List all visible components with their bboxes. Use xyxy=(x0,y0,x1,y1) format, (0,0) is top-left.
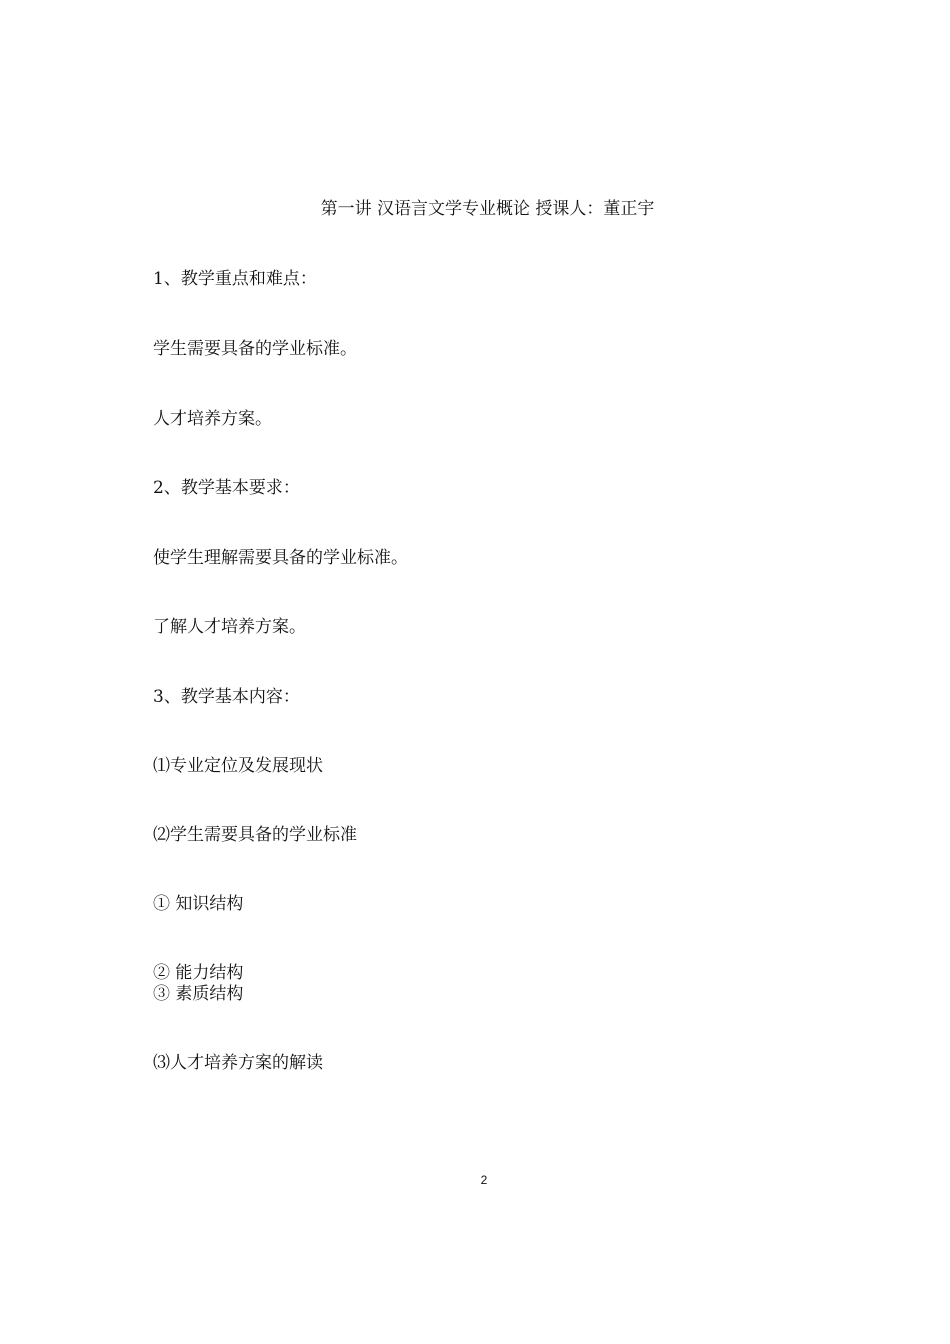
section-heading-3: 3、教学基本内容： xyxy=(153,687,300,707)
section-heading-2: 2、教学基本要求： xyxy=(153,478,300,498)
paragraph-line: 使学生理解需要具备的学业标准。 xyxy=(153,548,408,568)
lecture-title: 第一讲 汉语言文学专业概论 授课人：董正宇 xyxy=(320,199,655,219)
paragraph-line: 学生需要具备的学业标准。 xyxy=(153,339,357,359)
list-item: ⑶人才培养方案的解读 xyxy=(153,1053,323,1073)
section-heading-1: 1、教学重点和难点： xyxy=(153,269,317,289)
page-number: 2 xyxy=(480,1173,488,1187)
list-item: ⑴专业定位及发展现状 xyxy=(153,756,323,776)
paragraph-line: 了解人才培养方案。 xyxy=(153,617,306,637)
sub-list-item: ③ 素质结构 xyxy=(153,984,244,1004)
sub-list-item: ① 知识结构 xyxy=(153,894,244,914)
sub-list-item: ② 能力结构 xyxy=(153,963,244,983)
list-item: ⑵学生需要具备的学业标准 xyxy=(153,825,357,845)
paragraph-line: 人才培养方案。 xyxy=(153,409,272,429)
